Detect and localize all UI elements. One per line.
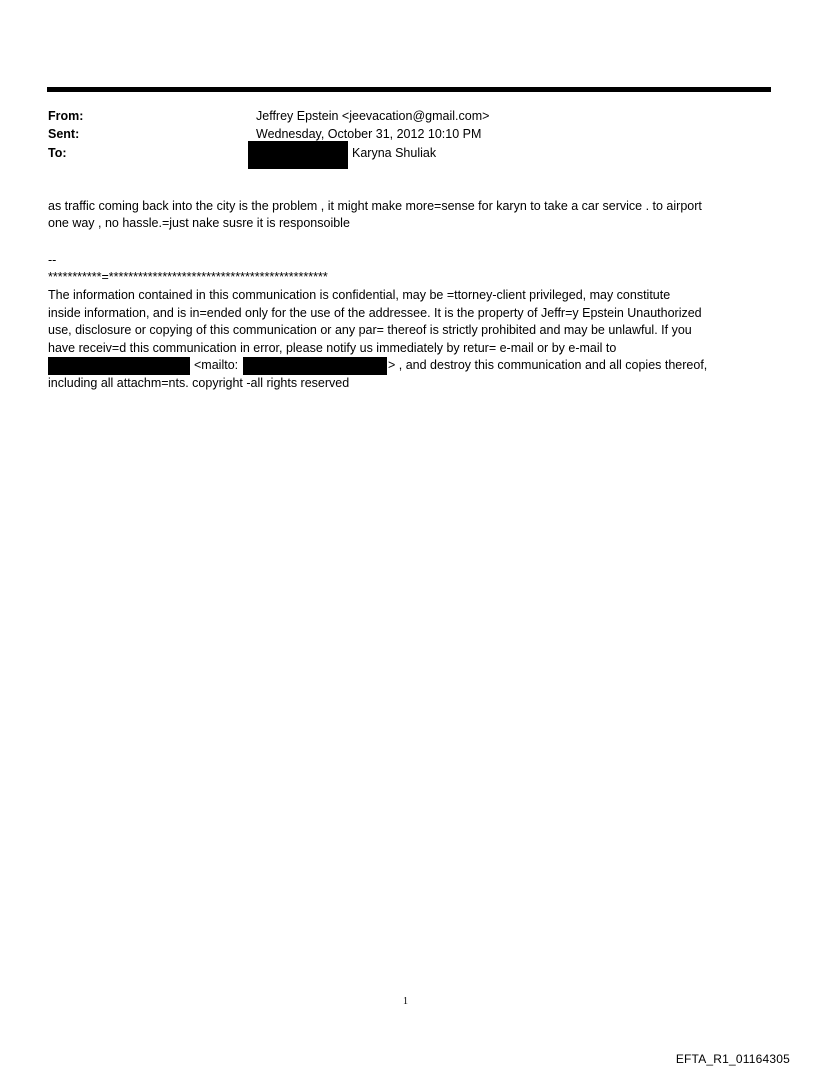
redaction-email-2 bbox=[243, 357, 387, 375]
disclaimer-line-4: have receiv=d this communication in error, please notify us immediately by retur= e-mail or by e-mail to bbox=[48, 341, 617, 355]
to-label: To: bbox=[48, 146, 67, 160]
sent-value: Wednesday, October 31, 2012 10:10 PM bbox=[256, 127, 482, 141]
disclaimer-line-5: > , and destroy this communication and all copies thereof, bbox=[388, 358, 708, 372]
body-line-1: as traffic coming back into the city is the problem , it might make more=sense for karyn to take a car service . to airport bbox=[48, 199, 702, 213]
disclaimer-line-1: The information contained in this communication is confidential, may be =ttorney-client privileged, may constitute bbox=[48, 288, 671, 302]
header-rule bbox=[47, 87, 771, 92]
signature-dash: -- bbox=[48, 253, 57, 267]
signature-stars: ***********=********************************************* bbox=[48, 270, 328, 284]
from-value: Jeffrey Epstein <jeevacation@gmail.com> bbox=[256, 109, 490, 123]
page-number: 1 bbox=[403, 996, 408, 1007]
redaction-to bbox=[248, 141, 348, 169]
sent-label: Sent: bbox=[48, 127, 80, 141]
body-line-2: one way , no hassle.=just nake susre it is responsoible bbox=[48, 216, 350, 230]
from-label: From: bbox=[48, 109, 84, 123]
disclaimer-line-6: including all attachm=nts. copyright -all rights reserved bbox=[48, 376, 350, 390]
disclaimer-mailto: <mailto: bbox=[194, 358, 239, 372]
document-id: EFTA_R1_01164305 bbox=[675, 1052, 790, 1066]
disclaimer-line-2: inside information, and is in=ended only for the use of the addressee. It is the property of Jeffr=y Epstein Unauthorized bbox=[48, 306, 702, 320]
disclaimer-line-3: use, disclosure or copying of this communication or any par= thereof is strictly prohibited and may be unlawful. If you bbox=[48, 323, 692, 337]
redaction-email-1 bbox=[48, 357, 190, 375]
to-value: Karyna Shuliak bbox=[352, 146, 437, 160]
